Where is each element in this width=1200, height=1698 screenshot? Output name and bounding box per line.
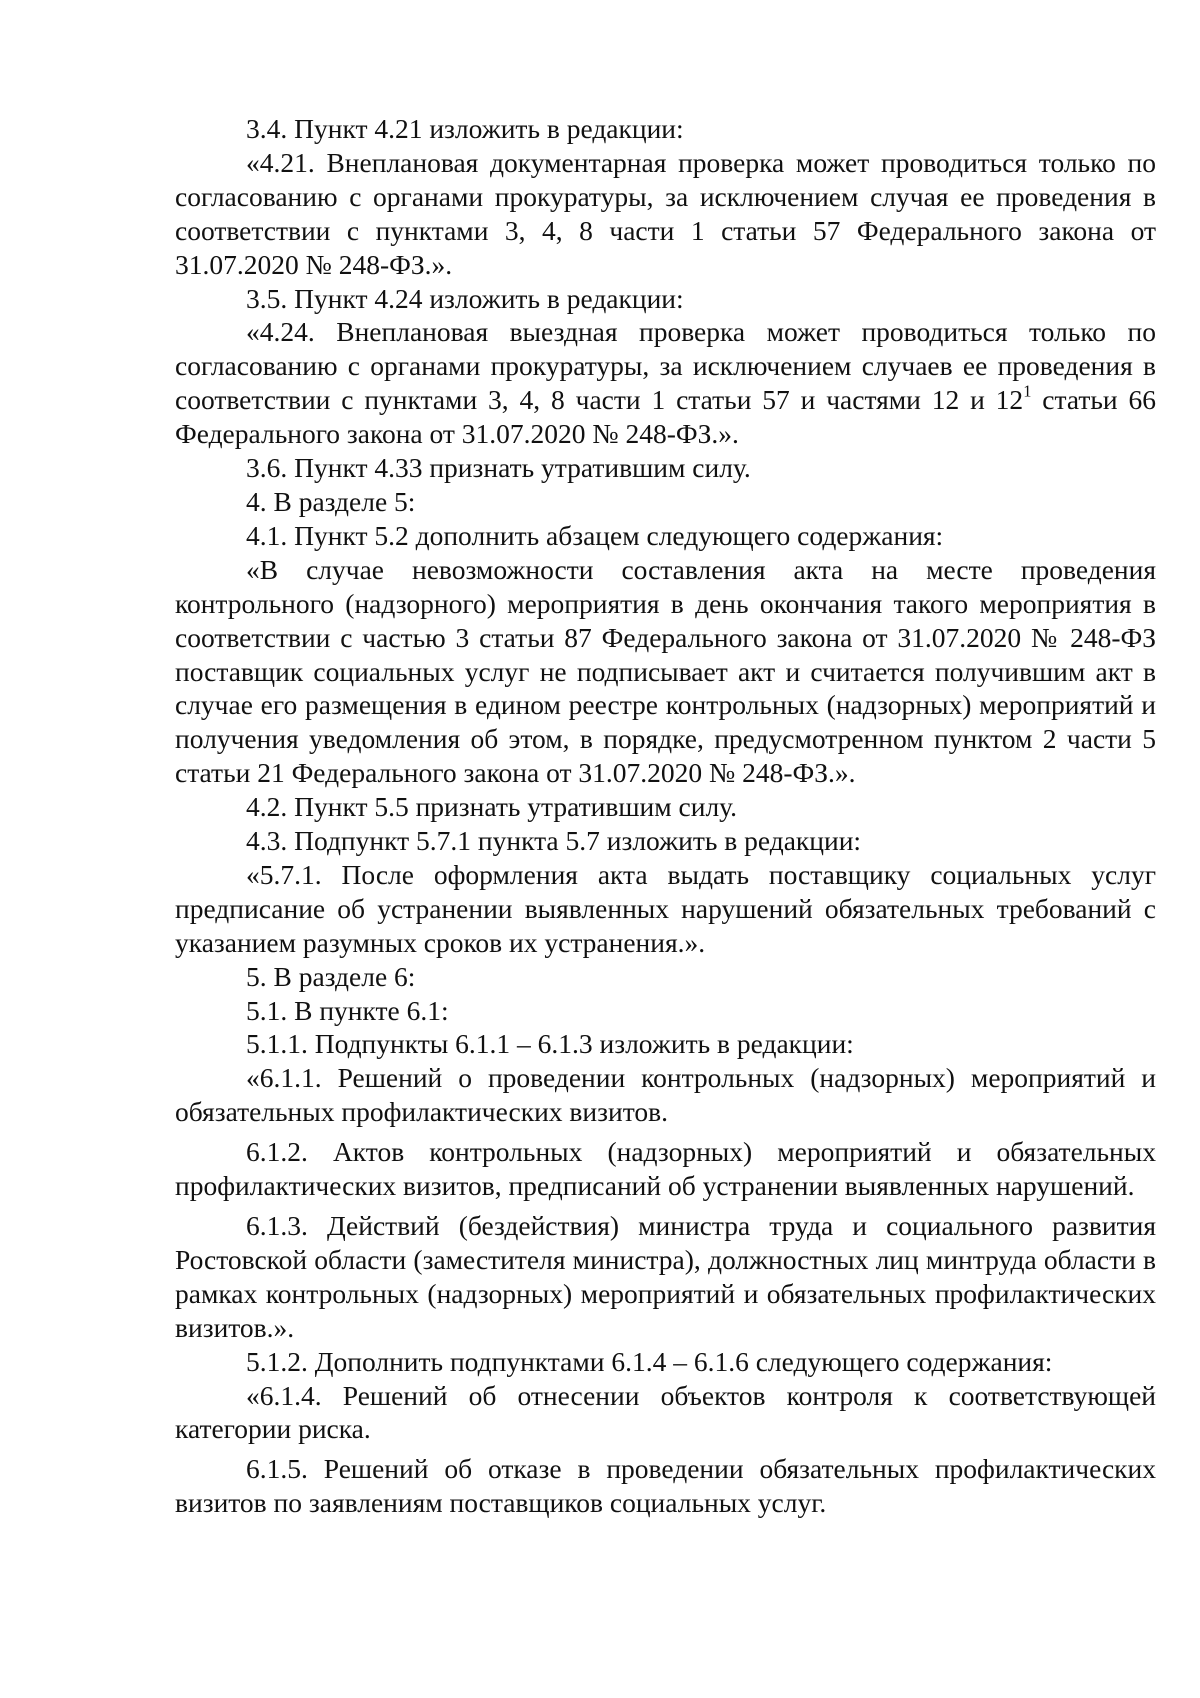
paragraph-4-24-text-before: «4.24. Внеплановая выездная проверка может проводиться только по согласованию с органами прокуратуры, за исключением случаев ее проведения в соответствии с пунктами 3, 4, 8 части 1 статьи 57 и частями 12 и 12 [175, 316, 1156, 416]
paragraph-5-1-2: 5.1.2. Дополнить подпунктами 6.1.4 – 6.1.6 следующего содержания: [246, 1345, 1053, 1377]
paragraph-4-21: «4.21. Внеплановая документарная проверка может проводиться только по согласованию с органами прокуратуры, за исключением случая ее проведения в соответствии с пунктами 3, 4, 8 части 1 статьи 57 Федерального закона от 31.07.2020 № 248-ФЗ.». [175, 146, 1156, 280]
paragraph-3-5: 3.5. Пункт 4.24 изложить в редакции: [246, 282, 684, 314]
paragraph-6-1-3: 6.1.3. Действий (бездействия) министра труда и социального развития Ростовской области (заместителя министра), должностных лиц минтруда области в рамках контрольных (надзорных) мероприятий и обязательных профилактических визитов.». [175, 1210, 1156, 1343]
paragraph-4: 4. В разделе 5: [246, 485, 416, 517]
paragraph-5-1-1: 5.1.1. Подпункты 6.1.1 – 6.1.3 изложить в редакции: [246, 1028, 854, 1060]
superscript-1: 1 [1023, 381, 1032, 401]
paragraph-6-1-2: 6.1.2. Актов контрольных (надзорных) мероприятий и обязательных профилактических визитов, предписаний об устранении выявленных нарушений. [175, 1136, 1156, 1202]
paragraph-4-3: 4.3. Подпункт 5.7.1 пункта 5.7 изложить в редакции: [246, 825, 862, 857]
paragraph-4-2: 4.2. Пункт 5.5 признать утратившим силу. [246, 791, 738, 823]
paragraph-4-24 [175, 315, 1156, 451]
paragraph-5-1: 5.1. В пункте 6.1: [246, 994, 449, 1026]
paragraph-5: 5. В разделе 6: [246, 960, 416, 992]
paragraph-4-1: 4.1. Пункт 5.2 дополнить абзацем следующего содержания: [246, 519, 944, 551]
paragraph-3-4: 3.4. Пункт 4.21 изложить в редакции: [246, 113, 684, 144]
document-body [175, 112, 1156, 1520]
paragraph-5-7-1: «5.7.1. После оформления акта выдать поставщику социальных услуг предписание об устранении выявленных нарушений обязательных требований с указанием разумных сроков их устранения.». [175, 858, 1156, 958]
paragraph-4-1-quote: «В случае невозможности составления акта на месте проведения контрольного (надзорного) мероприятия в день окончания такого мероприятия в соответствии с частью 3 статьи 87 Федерального закона от 31.07.2020 № 248-ФЗ поставщик социальных услуг не подписывает акт и считается получившим акт в случае его размещения в едином реестре контрольных (надзорных) мероприятий и получения уведомления об этом, в порядке, предусмотренном пунктом 2 части 5 статьи 21 Федерального закона от 31.07.2020 № 248-ФЗ.». [175, 553, 1156, 789]
paragraph-3-6: 3.6. Пункт 4.33 признать утратившим силу. [246, 452, 751, 484]
paragraph-6-1-1: «6.1.1. Решений о проведении контрольных (надзорных) мероприятий и обязательных профилактических визитов. [175, 1062, 1156, 1128]
paragraph-4-24-text-after: статьи 66 Федерального закона от 31.07.2020 № 248-ФЗ.». [175, 384, 1156, 450]
paragraph-6-1-4: «6.1.4. Решений об отнесении объектов контроля к соответствующей категории риска. [175, 1379, 1156, 1445]
paragraph-6-1-5: 6.1.5. Решений об отказе в проведении обязательных профилактических визитов по заявлениям поставщиков социальных услуг. [175, 1453, 1156, 1519]
